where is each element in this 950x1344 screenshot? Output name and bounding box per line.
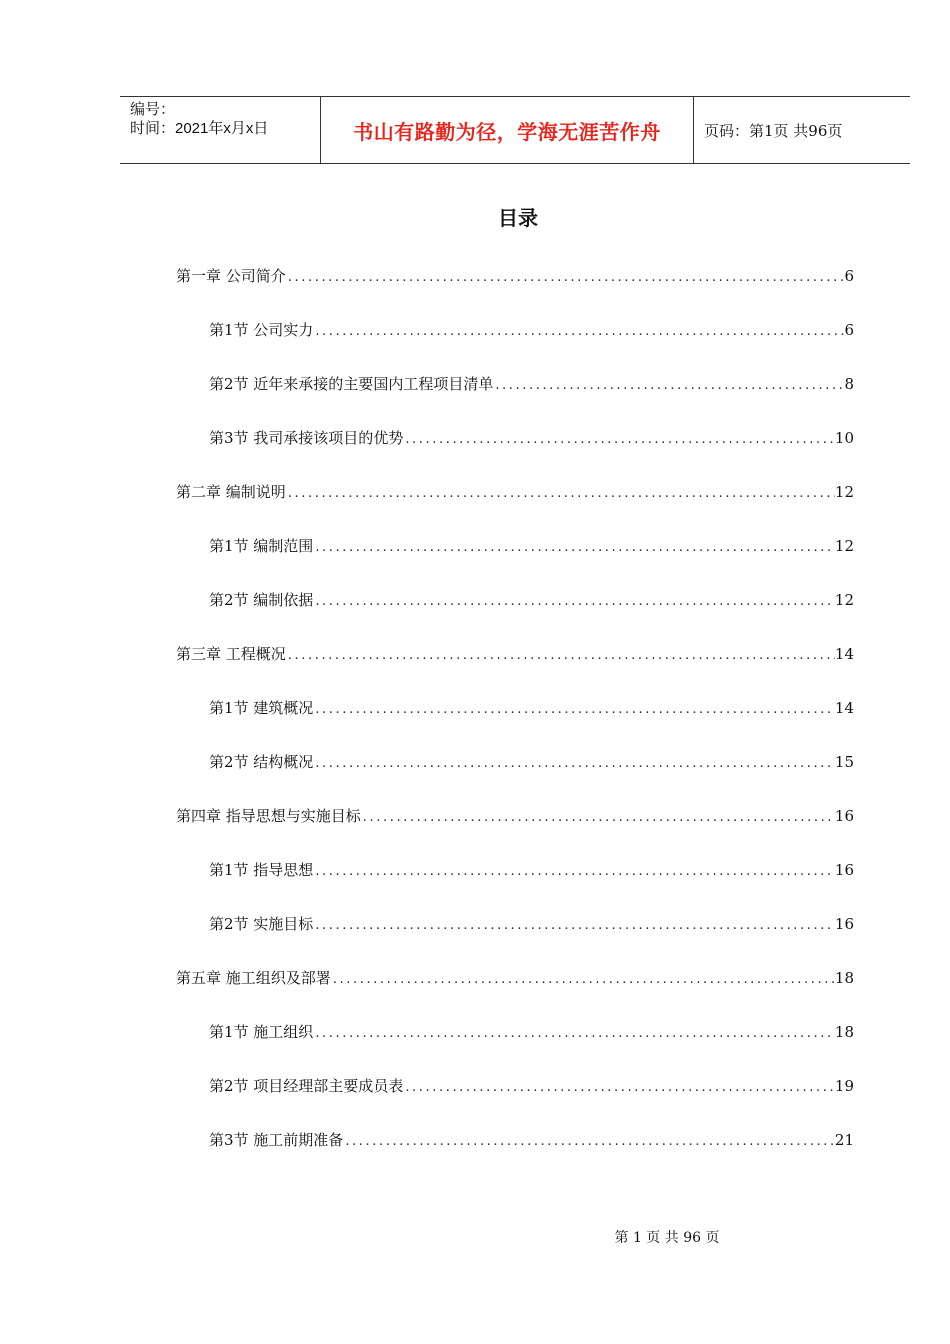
toc-entry-page: 16 — [834, 807, 854, 825]
toc-entry-label: 第2节 项目经理部主要成员表 — [209, 1077, 404, 1095]
toc-entry-page: 18 — [834, 969, 854, 987]
toc-leader-dots — [313, 534, 835, 562]
page-header — [120, 96, 910, 164]
header-motto: 书山有路勤为径，学海无涯苦作舟 — [353, 119, 661, 144]
toc-entry-label: 第2节 结构概况 — [209, 753, 314, 771]
toc-entry-label: 第1节 指导思想 — [209, 861, 314, 879]
toc-leader-dots — [313, 318, 844, 346]
toc-entry-label: 第五章 施工组织及部署 — [176, 969, 331, 987]
toc-entry-section-3-2[interactable] — [209, 748, 854, 776]
toc-entry-label: 第1节 建筑概况 — [209, 699, 314, 717]
toc-entry-label: 第2节 近年来承接的主要国内工程项目清单 — [209, 375, 494, 393]
toc-entry-page: 12 — [834, 483, 854, 501]
toc-entry-chapter-5[interactable] — [176, 964, 854, 992]
toc-leader-dots — [313, 858, 835, 886]
toc-entry-label: 第1节 施工组织 — [209, 1023, 314, 1041]
toc-entry-chapter-3[interactable] — [176, 640, 854, 668]
toc-entry-chapter-2[interactable] — [176, 478, 854, 506]
toc-entry-page: 16 — [834, 915, 854, 933]
header-meta-cell — [120, 97, 321, 163]
header-motto-cell — [321, 97, 694, 163]
toc-leader-dots — [286, 642, 835, 670]
toc-entry-page: 15 — [834, 753, 854, 771]
toc-entry-label: 第1节 公司实力 — [209, 321, 314, 339]
toc-entry-page: 14 — [834, 699, 854, 717]
toc-entry-section-4-2[interactable] — [209, 910, 854, 938]
page-footer: 第 1 页 共 96 页 — [614, 1230, 720, 1246]
toc-entry-section-1-1[interactable] — [209, 316, 854, 344]
toc-entry-label: 第2节 实施目标 — [209, 915, 314, 933]
toc-leader-dots — [313, 696, 835, 724]
toc-entry-page: 19 — [834, 1077, 854, 1095]
toc-entry-section-3-1[interactable] — [209, 694, 854, 722]
toc-leader-dots — [313, 588, 835, 616]
toc-leader-dots — [313, 912, 835, 940]
toc-entry-section-5-1[interactable] — [209, 1018, 854, 1046]
toc-leader-dots — [313, 750, 835, 778]
toc-entry-label: 第一章 公司简介 — [176, 267, 286, 285]
toc-entry-section-2-2[interactable] — [209, 586, 854, 614]
toc-leader-dots — [403, 426, 835, 454]
toc-entry-section-5-3[interactable] — [209, 1126, 854, 1154]
toc-entry-chapter-1[interactable] — [176, 262, 854, 290]
toc-entry-section-4-1[interactable] — [209, 856, 854, 884]
toc-leader-dots — [343, 1128, 835, 1156]
toc-leader-dots — [331, 966, 835, 994]
toc-entry-label: 第二章 编制说明 — [176, 483, 286, 501]
toc-leader-dots — [313, 1020, 835, 1048]
toc-entry-label: 第四章 指导思想与实施目标 — [176, 807, 361, 825]
toc-leader-dots — [493, 372, 844, 400]
toc-entry-label: 第1节 编制范围 — [209, 537, 314, 555]
toc-leader-dots — [361, 804, 835, 832]
toc-entry-label: 第三章 工程概况 — [176, 645, 286, 663]
toc-entry-page: 8 — [844, 375, 854, 393]
toc-entry-page: 6 — [844, 267, 854, 285]
toc-entry-page: 18 — [834, 1023, 854, 1041]
toc-entry-label: 第3节 施工前期准备 — [209, 1131, 344, 1149]
toc-entry-section-1-2[interactable] — [209, 370, 854, 398]
toc-leader-dots — [403, 1074, 835, 1102]
toc-leader-dots — [286, 264, 845, 292]
header-page-cell — [694, 97, 910, 163]
toc-entry-page: 21 — [834, 1131, 854, 1149]
toc-entry-section-2-1[interactable] — [209, 532, 854, 560]
toc-entry-section-1-3[interactable] — [209, 424, 854, 452]
toc-entry-chapter-4[interactable] — [176, 802, 854, 830]
toc-title: 目录 — [498, 206, 538, 230]
toc-entry-page: 14 — [834, 645, 854, 663]
toc-entry-page: 12 — [834, 591, 854, 609]
toc-entry-section-5-2[interactable] — [209, 1072, 854, 1100]
toc-entry-page: 6 — [844, 321, 854, 339]
toc-entry-label: 第3节 我司承接该项目的优势 — [209, 429, 404, 447]
toc-entry-page: 16 — [834, 861, 854, 879]
header-page-info: 页码：第1页 共96页 — [704, 121, 843, 140]
toc-entry-label: 第2节 编制依据 — [209, 591, 314, 609]
document-number-label: 编号： — [130, 101, 176, 118]
toc-entry-page: 10 — [834, 429, 854, 447]
toc-leader-dots — [286, 480, 835, 508]
document-time-label: 时间：2021年x月x日 — [130, 120, 269, 137]
toc-entry-page: 12 — [834, 537, 854, 555]
